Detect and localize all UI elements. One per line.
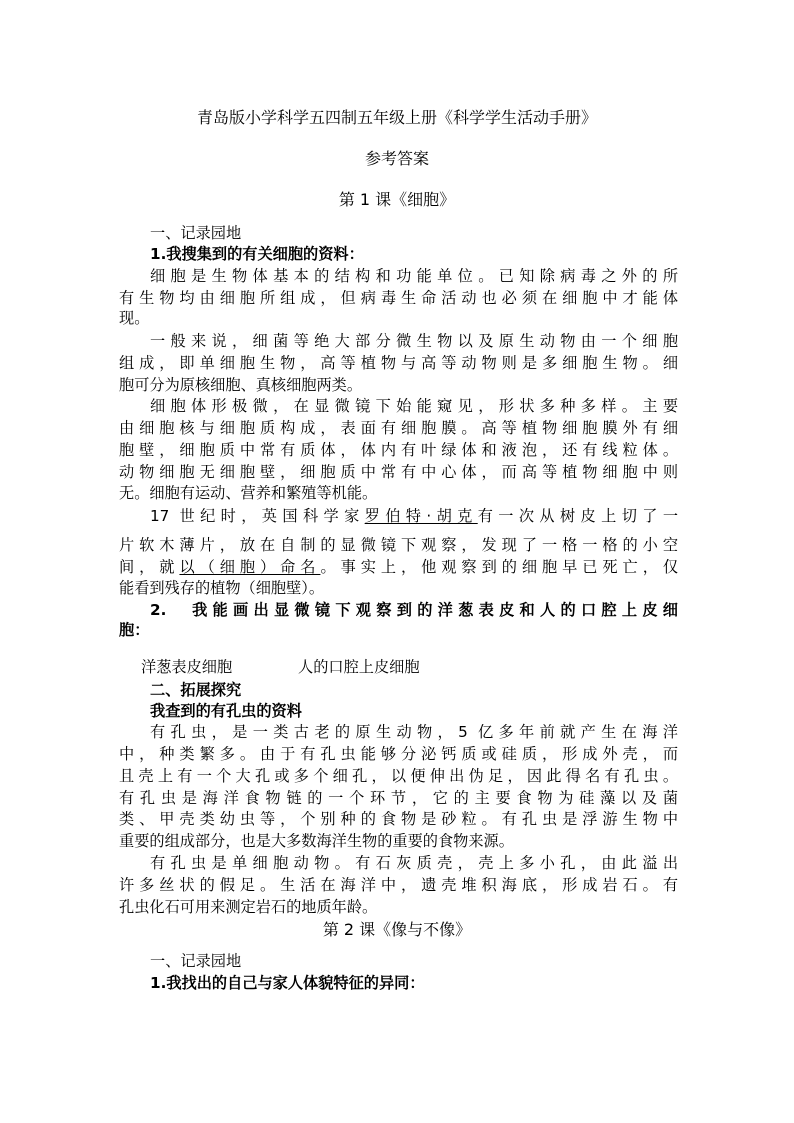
lesson1-question2: 2. 我能画出显微镜下观察到的洋葱表皮和人的口腔上皮细 [150, 601, 678, 619]
paragraph-line: 许多丝状的假足。生活在海洋中，遗壳堆积海底，形成岩石。有 [119, 876, 678, 894]
lesson1-question2-cont: 胞： [119, 621, 150, 639]
fill-blank-line: 片软木薄片，放在自制的显微镜下观察，发现了一格一格的小空 [119, 536, 678, 554]
lesson2-section1-heading: 一、记录园地 [150, 952, 242, 970]
paragraph-line: 有孔虫是单细胞动物。有石灰质壳，壳上多小孔，由此溢出 [150, 854, 678, 872]
paragraph-line: 孔虫化石可用来测定岩石的地质年龄。 [119, 898, 378, 916]
paragraph-line: 胞壁，细胞质中常有质体，体内有叶绿体和液泡，还有线粒体。 [119, 441, 678, 459]
paragraph-line: 中，种类繁多。由于有孔虫能够分泌钙质或硅质，形成外壳，而 [119, 745, 678, 763]
paragraph-line: 动物细胞无细胞壁，细胞质中常有中心体，而高等植物细胞中则 [119, 463, 678, 481]
paragraph-line: 细胞是生物体基本的结构和功能单位。已知除病毒之外的所 [150, 267, 678, 285]
lesson2-title: 第 2 课《像与不像》 [322, 920, 472, 939]
paragraph-line: 有孔虫是海洋食物链的一个环节，它的主要食物为硅藻以及菌 [119, 789, 678, 807]
paragraph-line: 有生物均由细胞所组成，但病毒生命活动也必须在细胞中才能体 [119, 289, 678, 307]
paragraph-line: 组成，即单细胞生物，高等植物与高等动物则是多细胞生物。细 [119, 354, 678, 372]
paragraph-line: 一般来说，细菌等绝大部分微生物以及原生动物由一个细胞 [150, 332, 678, 350]
paragraph-line: 重要的组成部分，也是大多数海洋生物的重要的食物来源。 [119, 832, 514, 850]
paragraph-line: 且壳上有一个大孔或多个细孔，以便伸出伪足，因此得名有孔虫。 [119, 767, 678, 785]
paragraph-line: 由细胞核与细胞质构成，表面有细胞膜。高等植物细胞膜外有细 [119, 419, 678, 437]
lesson2-question1: 1.我找出的自己与家人体貌特征的异同： [150, 974, 425, 992]
foraminifera-heading: 我查到的有孔虫的资料 [150, 702, 302, 720]
paragraph-line: 无。细胞有运动、营养和繁殖等机能。 [119, 484, 378, 502]
onion-cell-label: 洋葱表皮细胞 [141, 658, 233, 676]
fill-blank-line: 能看到残存的植物（细胞壁）。 [119, 579, 325, 597]
paragraph-line: 现。 [119, 309, 150, 327]
lesson1-title: 第 1 课《细胞》 [338, 190, 456, 209]
lesson1-section2-heading: 二、拓展探究 [150, 681, 242, 699]
fill-blank-line: 17 世纪时，英国科学家罗伯特·胡克有一次从树皮上切了一 [150, 507, 679, 525]
paragraph-line: 有孔虫，是一类古老的原生动物，5 亿多年前就产生在海洋 [150, 723, 678, 741]
lesson1-section1-heading: 一、记录园地 [150, 224, 242, 242]
paragraph-line: 类、甲壳类幼虫等，个别种的食物是砂粒。有孔虫是浮游生物中 [119, 810, 678, 828]
answer-cell-naming: 以（细胞）命名 [179, 558, 321, 576]
answer-robert-hooke: 罗伯特·胡克 [364, 507, 478, 525]
lesson1-question1: 1.我搜集到的有关细胞的资料： [150, 245, 364, 263]
paragraph-line: 细胞体形极微，在显微镜下始能窥见，形状多种多样。主要 [150, 397, 678, 415]
paragraph-line: 胞可分为原核细胞、真核细胞两类。 [119, 376, 362, 394]
document-subtitle: 参考答案 [364, 149, 429, 168]
document-title: 青岛版小学科学五四制五年级上册《科学学生活动手册》 [196, 108, 597, 127]
fill-blank-line: 间，就以（细胞）命名。事实上，他观察到的细胞早已死亡，仅 [119, 558, 679, 576]
cheek-cell-label: 人的口腔上皮细胞 [298, 658, 420, 676]
